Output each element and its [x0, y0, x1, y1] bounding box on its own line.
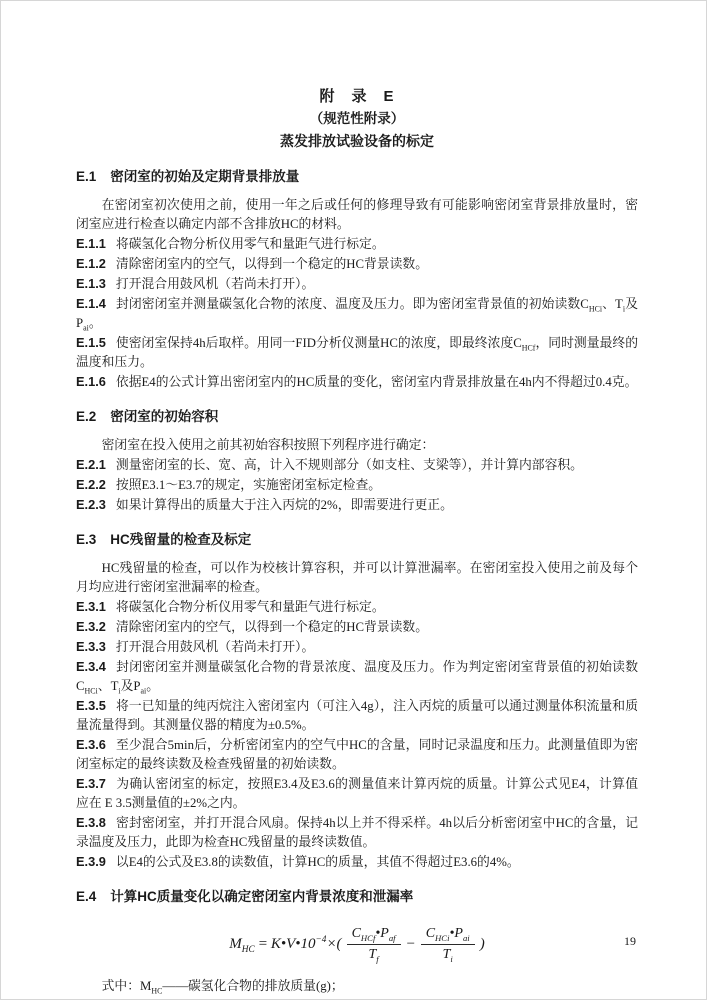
clause-text: 依据E4的公式计算出密闭室内的HC质量的变化，密闭室内背景排放量在4h内不得超过0.4克。 [115, 375, 638, 389]
clause [76, 617, 638, 637]
clause-text: 密封密闭室，并打开混合风扇。保持4h以上并不得采样。4h以后分析密闭室中HC的含量，记录温度及压力，此即为检查HC残留量的最终读数值。 [76, 816, 638, 849]
formula-minus-sign: − [405, 936, 416, 952]
clause [76, 774, 638, 813]
clause [76, 234, 638, 254]
section-e4-heading [76, 887, 638, 906]
clause-number: E.1.2 [76, 256, 106, 271]
section-title: 密闭室的初始容积 [110, 409, 219, 424]
clause-number: E.1.6 [76, 374, 106, 389]
section-e2-heading [76, 407, 638, 426]
fraction-numerator: $C_{HCf}•P_{af}$ [347, 926, 401, 945]
clause-text: 清除密闭室内的空气，以得到一个稳定的HC背景读数。 [115, 257, 428, 271]
clause [76, 372, 638, 392]
clause-text: 清除密闭室内的空气，以得到一个稳定的HC背景读数。 [115, 620, 428, 634]
clause-number: E.2.3 [76, 497, 106, 512]
appendix-label: 附 录 E [319, 88, 395, 105]
section-title: 密闭室的初始及定期背景排放量 [110, 169, 300, 184]
clause-text: 至少混合5min后，分析密闭室内的空气中HC的含量，同时记录温度和压力。此测量值即为密闭室标定的最终读数及检查残留量的初始读数。 [76, 738, 638, 771]
clause-number: E.3.9 [76, 854, 106, 869]
clause-text: 测量密闭室的长、宽、高，计入不规则部分（如支柱、支梁等），并计算内部容积。 [115, 458, 583, 472]
clause [76, 813, 638, 852]
page-content [76, 85, 638, 996]
section-number: E.2 [76, 409, 97, 424]
clause-text: 将一已知量的纯丙烷注入密闭室内（可注入4g），注入丙烷的质量可以通过测量体积流量和质量流量得到。其测量仪器的精度为±0.5%。 [76, 699, 638, 732]
appendix-type: （规范性附录） [309, 111, 405, 126]
section-title: HC残留量的检查及标定 [110, 532, 252, 547]
clause [76, 597, 638, 617]
section-e1 [76, 167, 638, 392]
clause-text: 将碳氢化合物分析仪用零气和量距气进行标定。 [115, 600, 385, 614]
formula-e4 [76, 926, 638, 963]
clause-number: E.3.8 [76, 815, 106, 830]
clause [76, 333, 638, 372]
clause [76, 696, 638, 735]
clause-number: E.3.7 [76, 776, 106, 791]
clause [76, 254, 638, 274]
clause-text: 按照E3.1～E3.7的规定，实施密闭室标定检查。 [115, 478, 382, 492]
section-number: E.3 [76, 532, 97, 547]
section-e3-heading [76, 530, 638, 549]
fraction-denominator: $T_f$ [368, 947, 379, 964]
section-title: 计算HC质量变化以确定密闭室内背景浓度和泄漏率 [110, 889, 414, 904]
appendix-subject: 蒸发排放试验设备的标定 [280, 133, 434, 149]
section-e1-heading [76, 167, 638, 186]
clause-text: 打开混合用鼓风机（若尚未打开）。 [115, 277, 315, 291]
clause [76, 294, 638, 333]
section-e4 [76, 887, 638, 996]
fraction-numerator: $C_{HCi}•P_{ai}$ [421, 926, 475, 945]
clause-number: E.1.1 [76, 236, 106, 251]
section-e3 [76, 530, 638, 872]
section-e2 [76, 407, 638, 515]
clause-number: E.1.4 [76, 296, 106, 311]
clause [76, 455, 638, 475]
clause-number: E.2.1 [76, 457, 106, 472]
clause-list [76, 597, 638, 872]
section-intro-paragraph: 密闭室在投入使用之前其初始容积按照下列程序进行确定： [101, 438, 435, 452]
clause-number: E.2.2 [76, 477, 106, 492]
clause-list [76, 455, 638, 515]
formula-close-paren: ) [479, 936, 485, 952]
section-intro-paragraph: HC残留量的检查，可以作为校核计算容积，并可以计算泄漏率。在密闭室投入使用之前及每个月均应进行密闭室泄漏率的检查。 [76, 561, 638, 594]
formula-fraction-initial [421, 926, 475, 963]
page-number: 19 [624, 934, 636, 948]
clause-text: 封闭密闭室并测量碳氢化合物的浓度、温度及压力。即为密闭室背景值的初始读数$C_{HCi}$、$T_i$及$P_{ai}$。 [76, 297, 638, 333]
clause-list [76, 234, 638, 392]
clause-number: E.3.2 [76, 619, 106, 634]
clause [76, 657, 638, 696]
formula-legend: 式中：$M_{HC}——$碳氢化合物的排放质量(g)； [101, 979, 344, 996]
section-number: E.4 [76, 889, 97, 904]
clause [76, 735, 638, 774]
clause-text: 为确认密闭室的标定，按照E3.4及E3.6的测量值来计算丙烷的质量。计算公式见E4，计算值应在 E 3.5测量值的±2%之内。 [76, 777, 638, 810]
formula-fraction-final [347, 926, 401, 963]
formula-equals-sign: = [257, 936, 268, 952]
clause-number: E.1.5 [76, 335, 106, 350]
fraction-denominator: $T_i$ [442, 947, 453, 964]
clause-text: 打开混合用鼓风机（若尚未打开）。 [115, 640, 315, 654]
section-intro-paragraph: 在密闭室初次使用之前，使用一年之后或任何的修理导致有可能影响密闭室背景排放量时，密闭室应进行检查以确定内部不含排放HC的材料。 [76, 198, 638, 231]
clause-number: E.3.4 [76, 659, 106, 674]
clause-number: E.3.6 [76, 737, 106, 752]
clause [76, 852, 638, 872]
clause [76, 274, 638, 294]
clause [76, 475, 638, 495]
clause-number: E.3.5 [76, 698, 106, 713]
formula-lhs: $M_{HC}$ [229, 936, 255, 955]
clause-text: 以E4的公式及E3.8的读数值，计算HC的质量，其值不得超过E3.6的4%。 [115, 855, 520, 869]
clause-text: 将碳氢化合物分析仪用零气和量距气进行标定。 [115, 237, 385, 251]
clause-text: 封闭密闭室并测量碳氢化合物的背景浓度、温度及压力。作为判定密闭室背景值的初始读数$C_{HCi}$、$T_i$及$P_{ai}$。 [76, 660, 638, 696]
clause-text: 使密闭室保持4h后取样。用同一FID分析仪测量HC的浓度，即最终浓度$C_{HCf}$，同时测量最终的温度和压力。 [76, 336, 638, 369]
clause [76, 495, 638, 515]
clause-number: E.3.1 [76, 599, 106, 614]
clause-number: E.3.3 [76, 639, 106, 654]
clause [76, 637, 638, 657]
appendix-header [76, 85, 638, 152]
clause-number: E.1.3 [76, 276, 106, 291]
section-number: E.1 [76, 169, 97, 184]
clause-text: 如果计算得出的质量大于注入丙烷的2%，即需要进行更正。 [115, 498, 453, 512]
formula-coefficient: $K•V•10^{-4}\times$( [270, 935, 342, 952]
